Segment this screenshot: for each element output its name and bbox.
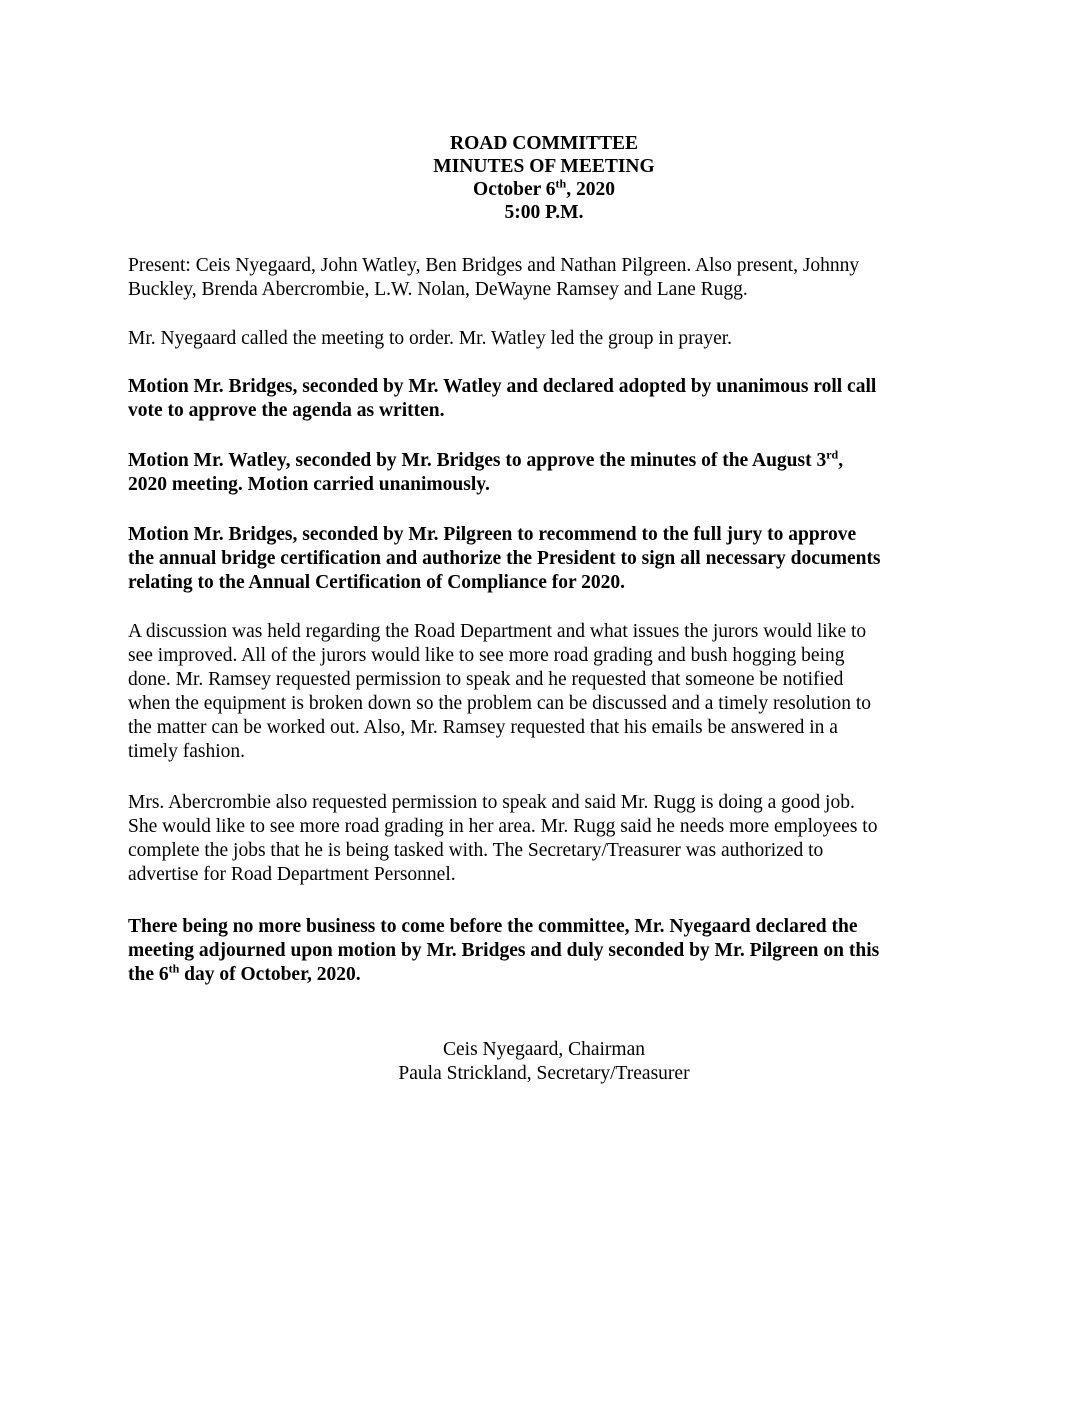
abercrombie-line: She would like to see more road grading in her area. Mr. Rugg said he needs more employees to — [128, 816, 878, 837]
committee-title: ROAD COMMITTEE — [450, 133, 638, 154]
motion-bridge-line: Motion Mr. Bridges, seconded by Mr. Pilgreen to recommend to the full jury to approve — [128, 524, 857, 545]
attendance-line: Buckley, Brenda Abercrombie, L.W. Nolan, DeWayne Ramsey and Lane Rugg. — [128, 279, 748, 300]
motion-minutes-comma: , — [838, 450, 844, 471]
discussion-line: when the equipment is broken down so the problem can be discussed and a timely resolution to — [128, 693, 872, 714]
motion-minutes-line — [128, 449, 968, 473]
discussion-line: the matter can be worked out. Also, Mr. Ramsey requested that his emails be answered in a — [128, 717, 838, 738]
meeting-time: 5:00 P.M. — [504, 202, 584, 223]
motion-minutes-ordinal: rd — [826, 447, 839, 462]
motion-agenda-paragraph — [128, 375, 968, 423]
adjournment-line — [128, 963, 968, 987]
abercrombie-paragraph — [128, 791, 968, 887]
discussion-line: timely fashion. — [128, 741, 245, 762]
motion-minutes-text: Motion Mr. Watley, seconded by Mr. Bridges to approve the minutes of the August 3 — [128, 450, 827, 471]
adjournment-paragraph — [128, 915, 968, 987]
discussion-paragraph — [128, 620, 968, 764]
meeting-date — [0, 178, 1088, 201]
motion-minutes-line: 2020 meeting. Motion carried unanimously. — [128, 474, 490, 495]
discussion-line: A discussion was held regarding the Road Department and what issues the jurors would like to — [128, 621, 867, 642]
call-to-order-line: Mr. Nyegaard called the meeting to order. Mr. Watley led the group in prayer. — [128, 328, 733, 349]
attendance-line: Present: Ceis Nyegaard, John Watley, Ben Bridges and Nathan Pilgreen. Also present, Johnny — [128, 255, 860, 276]
discussion-line: see improved. All of the jurors would like to see more road grading and bush hogging being — [128, 645, 845, 666]
meeting-date-ordinal: th — [555, 176, 567, 191]
abercrombie-line: advertise for Road Department Personnel. — [128, 864, 456, 885]
adjournment-line: meeting adjourned upon motion by Mr. Bridges and duly seconded by Mr. Pilgreen on this — [128, 940, 880, 961]
motion-bridge-line: the annual bridge certification and authorize the President to sign all necessary documents — [128, 548, 881, 569]
adjournment-date-suffix: day of October, 2020. — [179, 964, 361, 985]
meeting-date-year: , 2020 — [566, 179, 615, 200]
document-subtitle: MINUTES OF MEETING — [433, 156, 655, 177]
abercrombie-line: Mrs. Abercrombie also requested permission to speak and said Mr. Rugg is doing a good job. — [128, 792, 855, 813]
motion-minutes-paragraph — [128, 449, 968, 497]
call-to-order-paragraph — [128, 327, 968, 351]
secretary-signature: Paula Strickland, Secretary/Treasurer — [398, 1063, 690, 1084]
motion-bridge-paragraph — [128, 523, 968, 595]
abercrombie-line: complete the jobs that he is being tasked with. The Secretary/Treasurer was authorized to — [128, 840, 824, 861]
adjournment-date-ordinal: th — [168, 961, 180, 976]
document-heading — [0, 132, 1088, 224]
adjournment-line: There being no more business to come before the committee, Mr. Nyegaard declared the — [128, 916, 858, 937]
meeting-date-prefix: October 6 — [473, 179, 556, 200]
discussion-line: done. Mr. Ramsey requested permission to speak and he requested that someone be notified — [128, 669, 844, 690]
motion-bridge-line: relating to the Annual Certification of Compliance for 2020. — [128, 572, 626, 593]
attendance-paragraph — [128, 254, 968, 302]
motion-agenda-line: Motion Mr. Bridges, seconded by Mr. Watley and declared adopted by unanimous roll call — [128, 376, 877, 397]
chairman-signature: Ceis Nyegaard, Chairman — [443, 1039, 645, 1060]
motion-agenda-line: vote to approve the agenda as written. — [128, 400, 445, 421]
signature-block — [0, 1038, 1088, 1086]
adjournment-date-prefix: the 6 — [128, 964, 169, 985]
